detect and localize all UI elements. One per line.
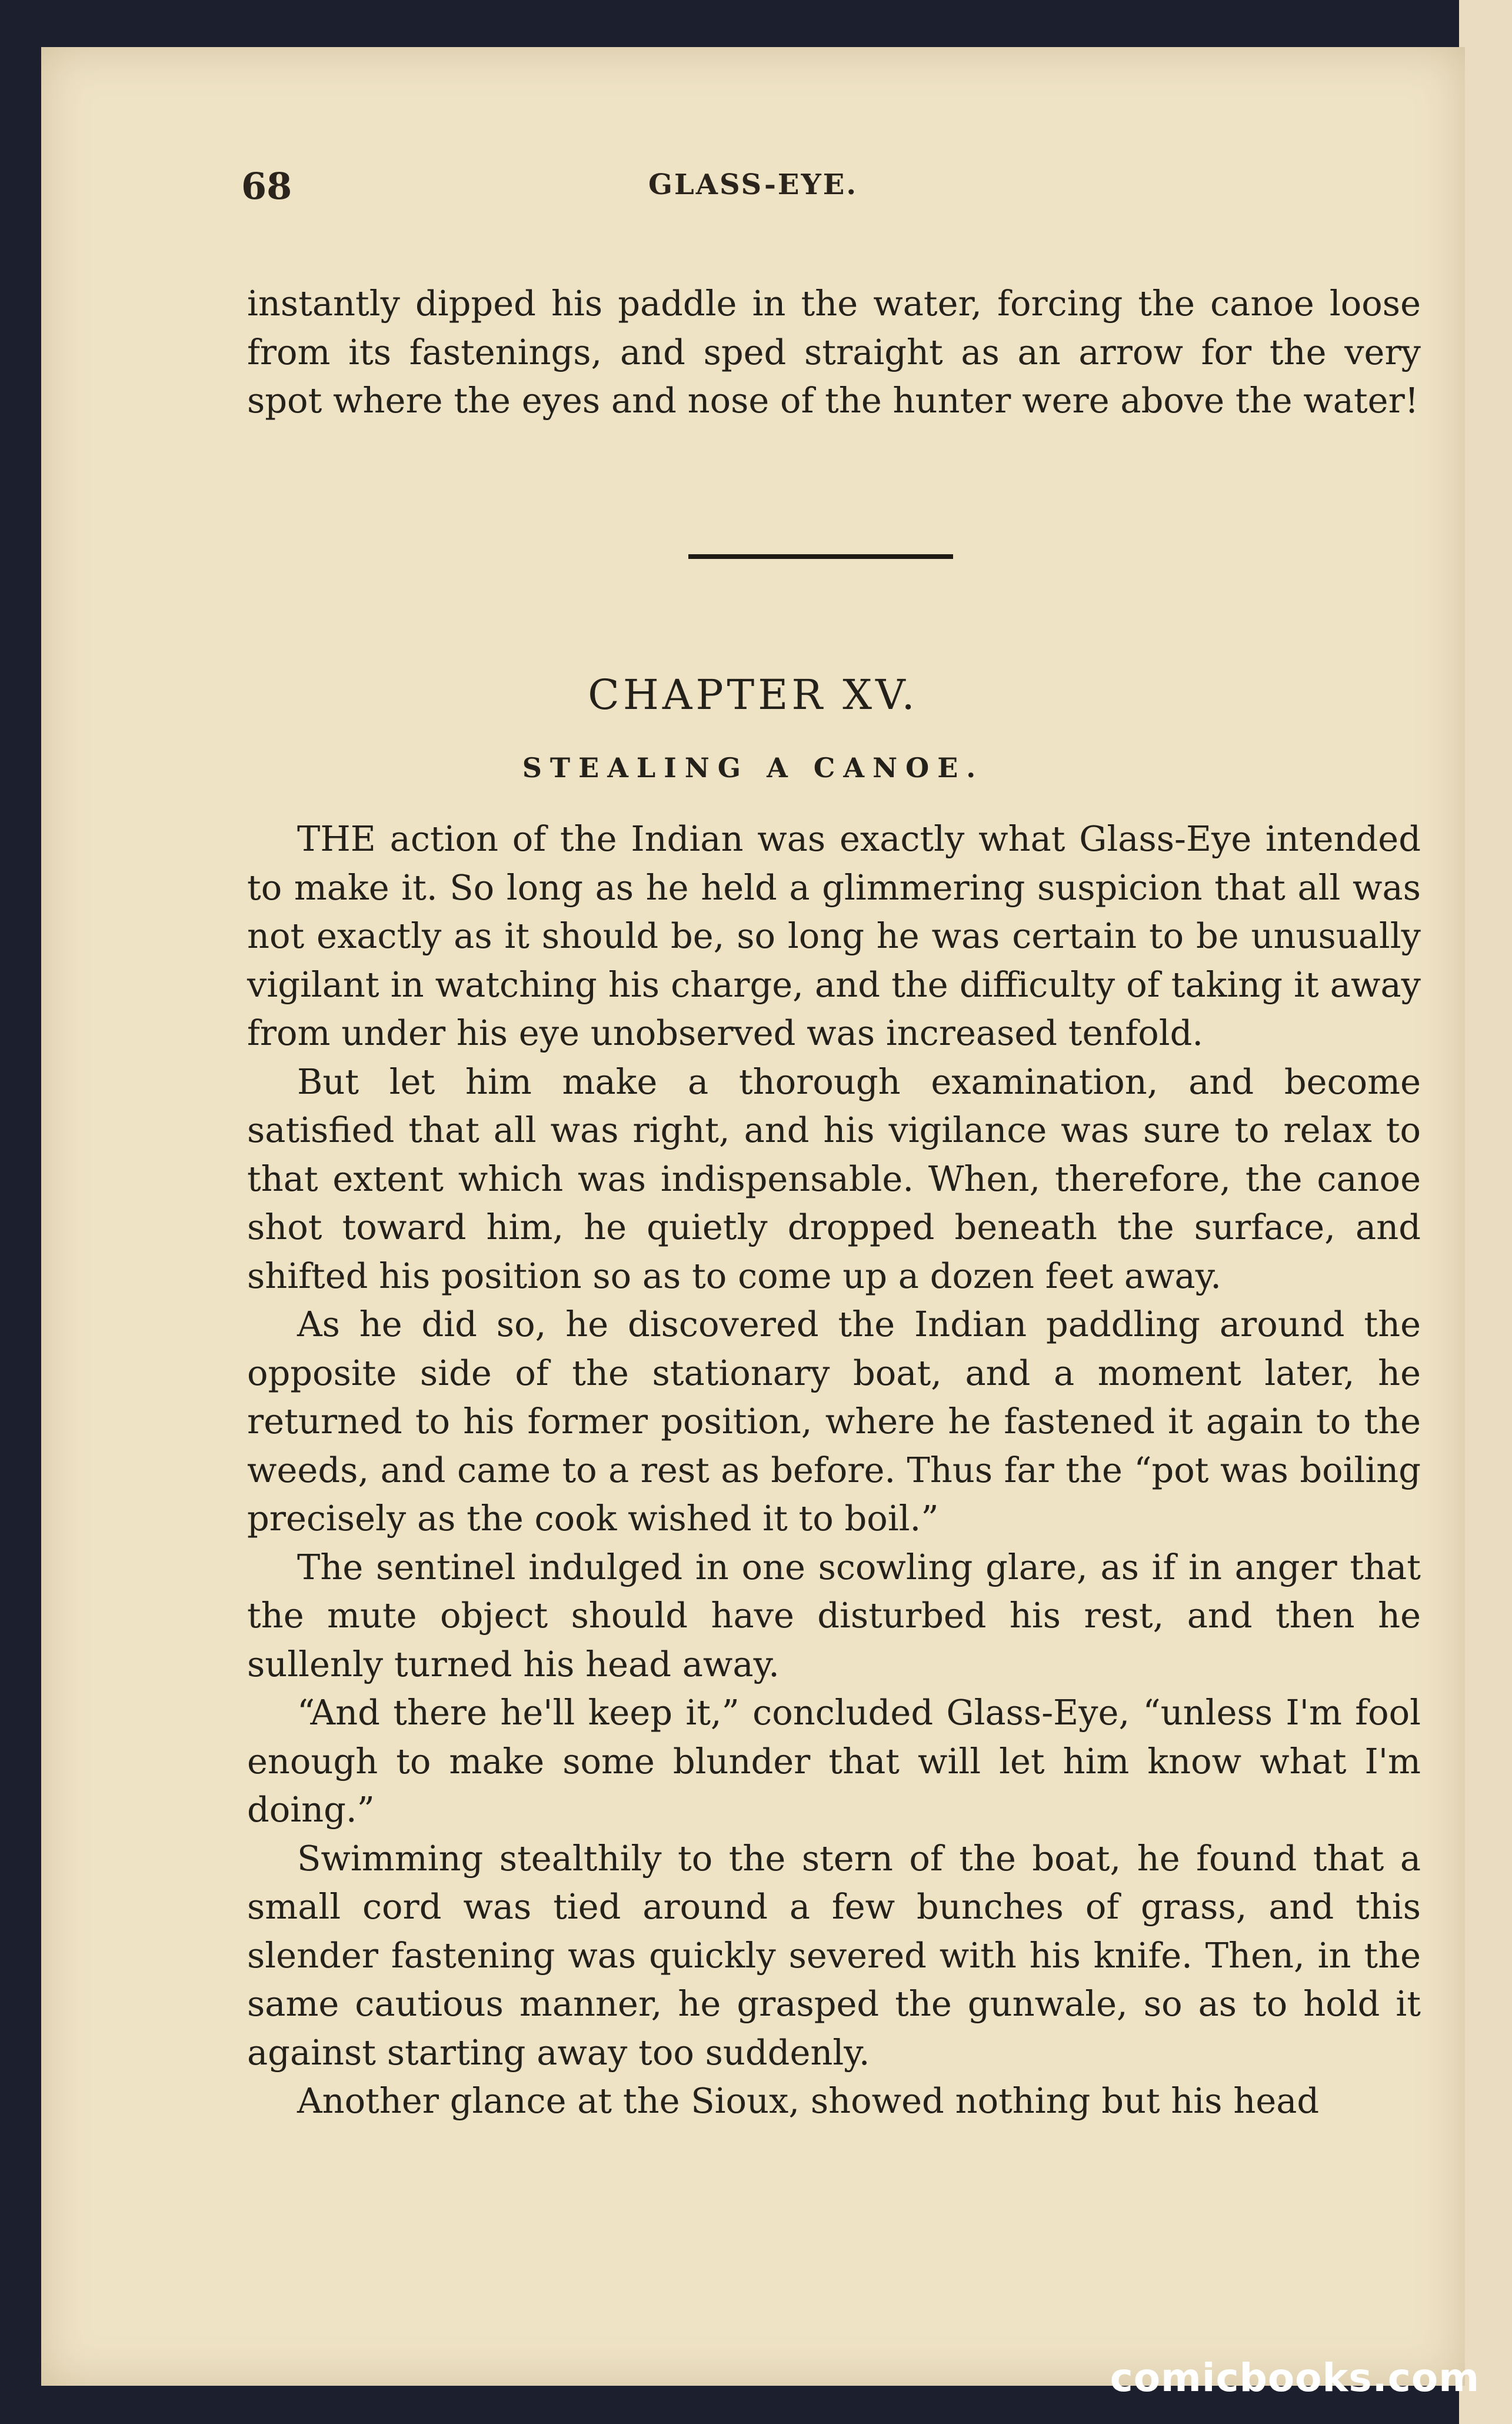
watermark-text: comicbooks.com (1110, 2355, 1480, 2400)
paragraph: THE action of the Indian was exactly what Glass-Eye intended to make it. So long as he held a glimmering suspicion that all was not exactly as it should be, so long he was certain to be unusually vigilant in watching his charge, and the difficulty of taking it away from under his eye unobserved was increased tenfold. (247, 818, 1421, 1053)
paragraph: instantly dipped his paddle in the water, forcing the canoe loose from its fastenings, and sped straight as an arrow for the very spot where the eyes and nose of the hunter were above the water! (247, 283, 1421, 421)
chapter-subtitle: STEALING A CANOE. (522, 752, 984, 784)
chapter-body (247, 815, 1421, 2126)
paragraph: But let him make a thorough examination, and become satisfied that all was right, and his vigilance was sure to relax to that extent which was indispensable. When, therefore, the canoe shot toward him, he quietly dropped beneath the surface, and shifted his position so as to come up a dozen feet away. (247, 1061, 1421, 1296)
book-page (41, 47, 1465, 2386)
page-number: 68 (241, 165, 292, 208)
paragraph: Swimming stealthily to the stern of the boat, he found that a small cord was tied around a few bunches of grass, and this slender fastening was quickly severed with his knife. Then, in the same cautious manner, he grasped the gunwale, so as to hold it against starting away too suddenly. (247, 1837, 1421, 2073)
running-header (41, 153, 1465, 218)
paragraph: Another glance at the Sioux, showed nothing but his head (297, 2080, 1320, 2121)
running-title: GLASS-EYE. (648, 168, 858, 201)
chapter-title: CHAPTER XV. (588, 671, 918, 719)
paragraph: As he did so, he discovered the Indian paddling around the opposite side of the stationary boat, and a moment later, he returned to his former position, where he fastened it again to the weeds, and came to a rest as before. Thus far the “pot was boiling precisely as the cook wished it to boil.” (247, 1304, 1421, 1539)
section-divider (688, 554, 953, 559)
paragraph: The sentinel indulged in one scowling glare, as if in anger that the mute object should have disturbed his rest, and then he sullenly turned his head away. (247, 1546, 1421, 1684)
continued-paragraph (247, 279, 1421, 425)
adjacent-page-edge (1459, 0, 1512, 2424)
paragraph: “And there he'll keep it,” concluded Glass-Eye, “unless I'm fool enough to make some blunder that will let him know what I'm doing.” (247, 1692, 1421, 1830)
